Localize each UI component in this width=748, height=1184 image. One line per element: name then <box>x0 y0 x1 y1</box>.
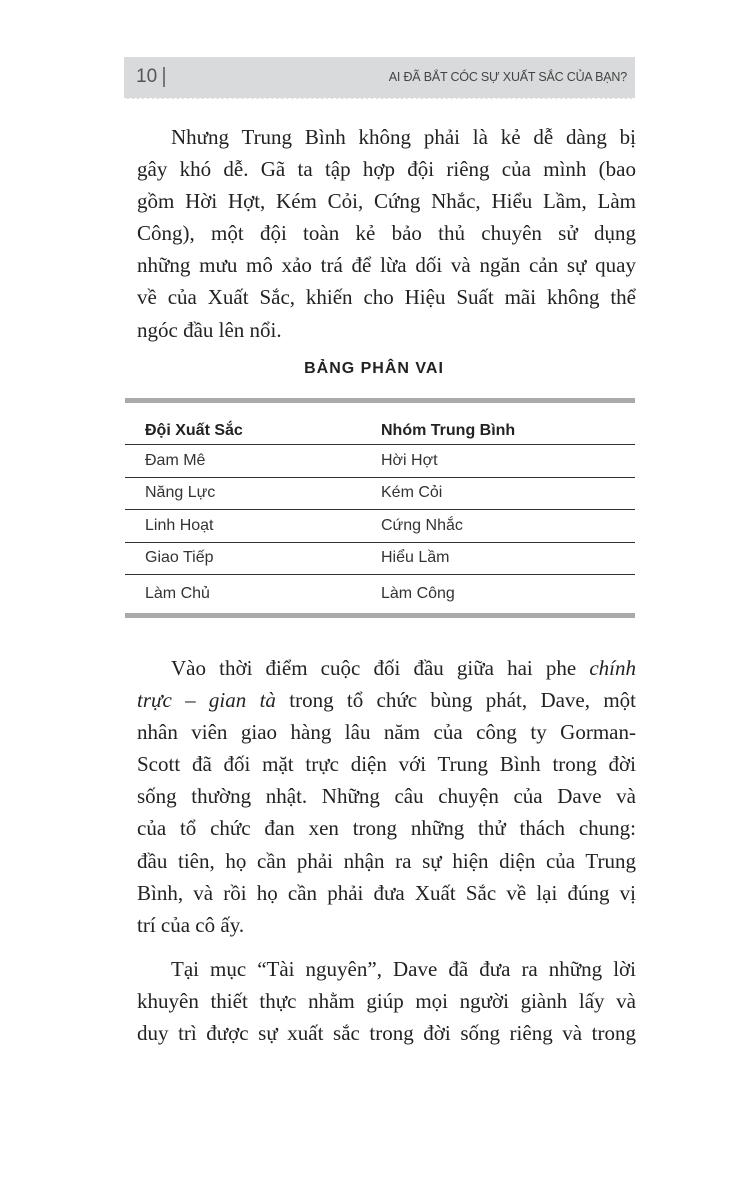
text-run: Vào thời điểm cuộc đối đầu giữa hai phe <box>171 656 590 680</box>
paragraph-2 <box>137 652 636 941</box>
text-line: về của Xuất Sắc, khiến cho Hiệu Suất mãi không thể <box>137 285 636 310</box>
italic-run: trực – gian tà <box>137 688 276 713</box>
table-bottom-rule <box>125 613 635 618</box>
table-cell: Hời Hợt <box>381 451 438 469</box>
table-cell: Linh Hoạt <box>145 516 214 534</box>
running-header <box>124 57 635 99</box>
table-row <box>125 510 635 543</box>
text-line: khuyên thiết thực nhằm giúp mọi người giành lấy và <box>137 989 636 1014</box>
text-line: gây khó dễ. Gã ta tập hợp đội riêng của mình (bao <box>137 157 636 182</box>
table-cell: Hiểu Lầm <box>381 549 450 567</box>
text-line <box>137 652 636 684</box>
text-line: trí của cô ấy. <box>137 912 245 937</box>
page-number: 10 <box>136 66 158 87</box>
table-row <box>125 543 635 576</box>
text-line: Bình, và rồi họ cần phải đưa Xuất Sắc về lại đúng vị <box>137 880 636 905</box>
table-cell: Đam Mê <box>145 451 206 469</box>
running-title: AI ĐÃ BẮT CÓC SỰ XUẤT SẮC CỦA BẠN? <box>388 70 627 84</box>
column-header: Đội Xuất Sắc <box>145 421 243 439</box>
table-cell: Làm Công <box>381 585 455 602</box>
table-row <box>125 445 635 478</box>
paragraph-3 <box>137 953 636 1049</box>
text-line: ngóc đầu lên nổi. <box>137 317 282 342</box>
text-line: Tại mục “Tài nguyên”, Dave đã đưa ra những lời <box>171 957 636 981</box>
text-line: nhân viên giao hàng lâu năm của công ty Gorman- <box>137 720 636 745</box>
text-line: duy trì được sự xuất sắc trong đời sống riêng và trong <box>137 1021 636 1046</box>
role-table <box>125 398 635 618</box>
table-row <box>125 478 635 511</box>
text-line: sống thường nhật. Những câu chuyện của Dave và <box>137 784 636 809</box>
text-line: những mưu mô xảo trá để lừa dối và ngăn cản sự quay <box>137 253 636 278</box>
table-header-row <box>125 403 635 445</box>
divider <box>163 67 165 87</box>
text-line: Công), một đội toàn kẻ bảo thủ chuyên sử dụng <box>137 221 636 246</box>
table-cell: Cứng Nhắc <box>381 516 463 534</box>
table-cell: Giao Tiếp <box>145 549 214 567</box>
table-title: BẢNG PHÂN VAI <box>304 360 444 377</box>
text-line <box>137 684 636 716</box>
text-line: gồm Hời Hợt, Kém Cỏi, Cứng Nhắc, Hiểu Lầm, Làm <box>137 189 636 214</box>
table-cell: Năng Lực <box>145 484 216 502</box>
paragraph-1 <box>137 121 636 346</box>
text-run: trong tổ chức bùng phát, Dave, một <box>275 688 636 713</box>
table-row <box>125 575 635 613</box>
table-cell: Làm Chủ <box>145 585 210 602</box>
italic-run: chính <box>589 656 636 680</box>
text-line: của tổ chức đan xen trong những thử thách chung: <box>137 816 636 841</box>
text-line: đầu tiên, họ cần phải nhận ra sự hiện diện của Trung <box>137 848 636 873</box>
table-cell: Kém Cỏi <box>381 484 443 502</box>
text-line: Nhưng Trung Bình không phải là kẻ dễ dàng bị <box>171 125 636 149</box>
column-header: Nhóm Trung Bình <box>381 421 516 439</box>
text-line: Scott đã đối mặt trực diện với Trung Bình trong đời <box>137 752 636 777</box>
